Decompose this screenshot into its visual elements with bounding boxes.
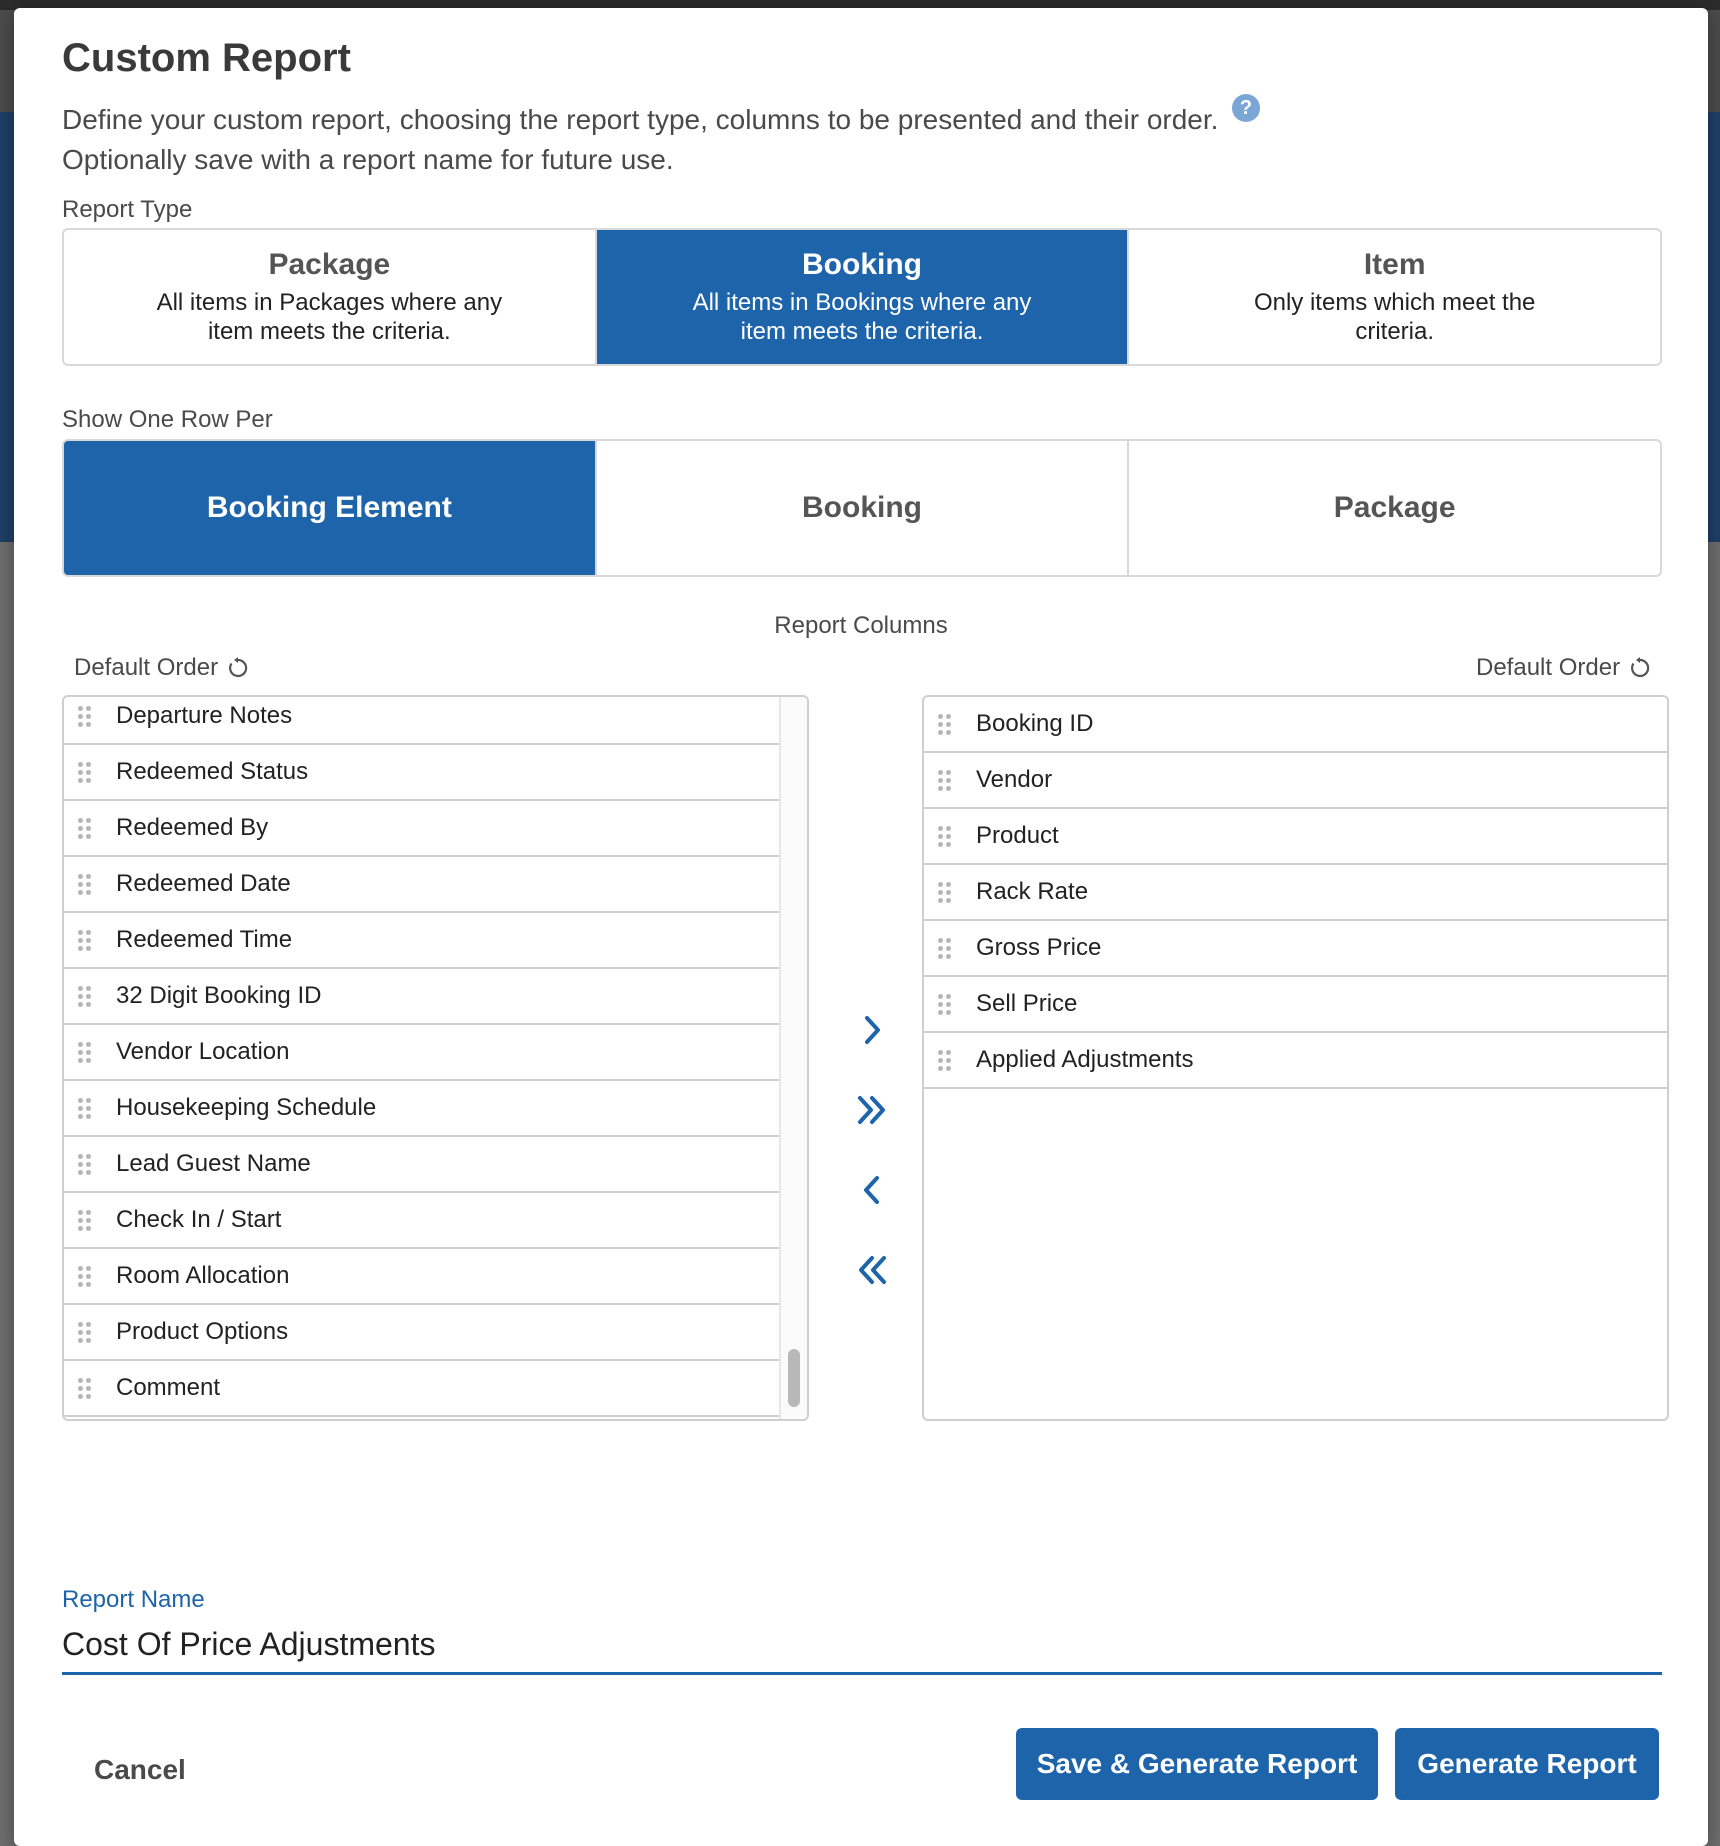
column-list-item[interactable] [64, 1081, 779, 1137]
drag-handle-icon[interactable] [78, 874, 90, 895]
column-label: Applied Adjustments [976, 1046, 1194, 1073]
scrollbar[interactable] [779, 697, 807, 1419]
option-title: Booking [802, 248, 922, 281]
column-list-item[interactable] [64, 801, 779, 857]
report-name-label: Report Name [62, 1586, 205, 1613]
move-all-right-icon[interactable] [852, 1090, 892, 1130]
drag-handle-icon[interactable] [78, 1210, 90, 1231]
column-label: Redeemed By [116, 814, 269, 841]
selected-columns-list[interactable] [922, 695, 1669, 1421]
dialog-description [62, 100, 1262, 180]
drag-handle-icon[interactable] [78, 930, 90, 951]
row-per-booking[interactable] [597, 441, 1130, 575]
right-default-order[interactable] [1476, 654, 1652, 682]
drag-handle-icon[interactable] [78, 1266, 90, 1287]
reset-icon [1628, 656, 1652, 680]
column-list-item[interactable] [924, 1033, 1667, 1089]
report-name-input[interactable]: Cost Of Price Adjustments [62, 1626, 436, 1662]
option-subtitle: Only items which meet the criteria. [1253, 289, 1536, 345]
drag-handle-icon[interactable] [938, 938, 950, 959]
drag-handle-icon[interactable] [78, 1322, 90, 1343]
column-label: Room Allocation [116, 1262, 290, 1289]
column-list-item[interactable] [64, 969, 779, 1025]
report-columns-title: Report Columns [774, 612, 948, 639]
column-label: Product Options [116, 1318, 289, 1345]
column-label: Redeemed Time [116, 926, 293, 953]
column-list-item[interactable] [64, 1137, 779, 1193]
column-label: Redeemed Status [116, 758, 309, 785]
drag-handle-icon[interactable] [78, 762, 90, 783]
row-per-booking-element[interactable] [64, 441, 597, 575]
report-type-label: Report Type [62, 196, 193, 223]
column-label: Lead Guest Name [116, 1150, 311, 1177]
drag-handle-icon[interactable] [78, 1042, 90, 1063]
report-name-underline [62, 1672, 1662, 1675]
left-default-order[interactable] [74, 654, 250, 682]
drag-handle-icon[interactable] [938, 882, 950, 903]
column-list-item[interactable] [924, 697, 1667, 753]
drag-handle-icon[interactable] [78, 1098, 90, 1119]
report-type-item[interactable] [1129, 230, 1660, 364]
option-subtitle: All items in Bookings where any item meets the criteria. [692, 289, 1032, 345]
column-list-item[interactable] [64, 1361, 779, 1417]
cancel-button[interactable]: Cancel [94, 1754, 186, 1785]
column-list-item[interactable] [64, 913, 779, 969]
reset-icon [226, 656, 250, 680]
option-title: Booking [802, 491, 922, 524]
drag-handle-icon[interactable] [938, 714, 950, 735]
column-list-item[interactable] [64, 857, 779, 913]
option-subtitle: All items in Packages where any item meets the criteria. [156, 289, 503, 345]
available-columns-list[interactable] [62, 695, 809, 1421]
column-label: Comment [116, 1374, 221, 1401]
report-type-booking[interactable] [597, 230, 1130, 364]
column-label: Vendor Location [116, 1038, 290, 1065]
column-label: Housekeeping Schedule [116, 1094, 377, 1121]
drag-handle-icon[interactable] [78, 1378, 90, 1399]
drag-handle-icon[interactable] [78, 706, 90, 727]
option-title: Package [268, 248, 391, 281]
drag-handle-icon[interactable] [78, 1154, 90, 1175]
drag-handle-icon[interactable] [938, 826, 950, 847]
column-label: Gross Price [976, 934, 1102, 961]
move-all-left-icon[interactable] [852, 1250, 892, 1290]
column-list-item[interactable] [64, 1193, 779, 1249]
description-line-2: Optionally save with a report name for future use. [62, 144, 674, 175]
move-right-icon[interactable] [852, 1010, 892, 1050]
report-type-package[interactable] [64, 230, 597, 364]
move-left-icon[interactable] [852, 1170, 892, 1210]
column-label: Booking ID [976, 710, 1094, 737]
save-generate-report-button[interactable]: Save & Generate Report [1016, 1728, 1378, 1800]
column-label: Redeemed Date [116, 870, 291, 897]
drag-handle-icon[interactable] [78, 986, 90, 1007]
scrollbar-thumb[interactable] [788, 1349, 800, 1407]
option-title: Package [1333, 491, 1456, 524]
column-list-item[interactable] [64, 1249, 779, 1305]
column-label: Rack Rate [976, 878, 1089, 905]
column-label: Check In / Start [116, 1206, 282, 1233]
dialog-title: Custom Report [62, 36, 351, 80]
column-label: 32 Digit Booking ID [116, 982, 322, 1009]
option-title: Item [1363, 248, 1426, 281]
drag-handle-icon[interactable] [78, 818, 90, 839]
column-list-item[interactable] [924, 753, 1667, 809]
generate-report-button[interactable]: Generate Report [1395, 1728, 1659, 1800]
drag-handle-icon[interactable] [938, 994, 950, 1015]
drag-handle-icon[interactable] [938, 1050, 950, 1071]
column-label: Departure Notes [116, 702, 293, 729]
column-list-item[interactable] [924, 977, 1667, 1033]
column-list-item[interactable] [924, 921, 1667, 977]
column-list-item[interactable] [924, 809, 1667, 865]
help-icon[interactable]: ? [1232, 94, 1260, 122]
column-list-item[interactable] [64, 1305, 779, 1361]
option-title: Booking Element [206, 491, 452, 524]
column-list-item[interactable] [924, 865, 1667, 921]
row-per-label: Show One Row Per [62, 406, 273, 433]
row-per-selector [62, 439, 1662, 577]
column-label: Vendor [976, 766, 1053, 793]
row-per-package[interactable] [1129, 441, 1660, 575]
default-order-label: Default Order [1476, 654, 1621, 681]
column-list-item[interactable] [64, 745, 779, 801]
column-list-item[interactable] [64, 1025, 779, 1081]
default-order-label: Default Order [74, 654, 219, 681]
drag-handle-icon[interactable] [938, 770, 950, 791]
column-list-item[interactable] [64, 695, 779, 745]
column-label: Product [976, 822, 1059, 849]
column-label: Sell Price [976, 990, 1078, 1017]
report-type-selector [62, 228, 1662, 366]
custom-report-dialog [14, 8, 1708, 1846]
description-line-1: Define your custom report, choosing the report type, columns to be presented and their order. [62, 104, 1219, 135]
